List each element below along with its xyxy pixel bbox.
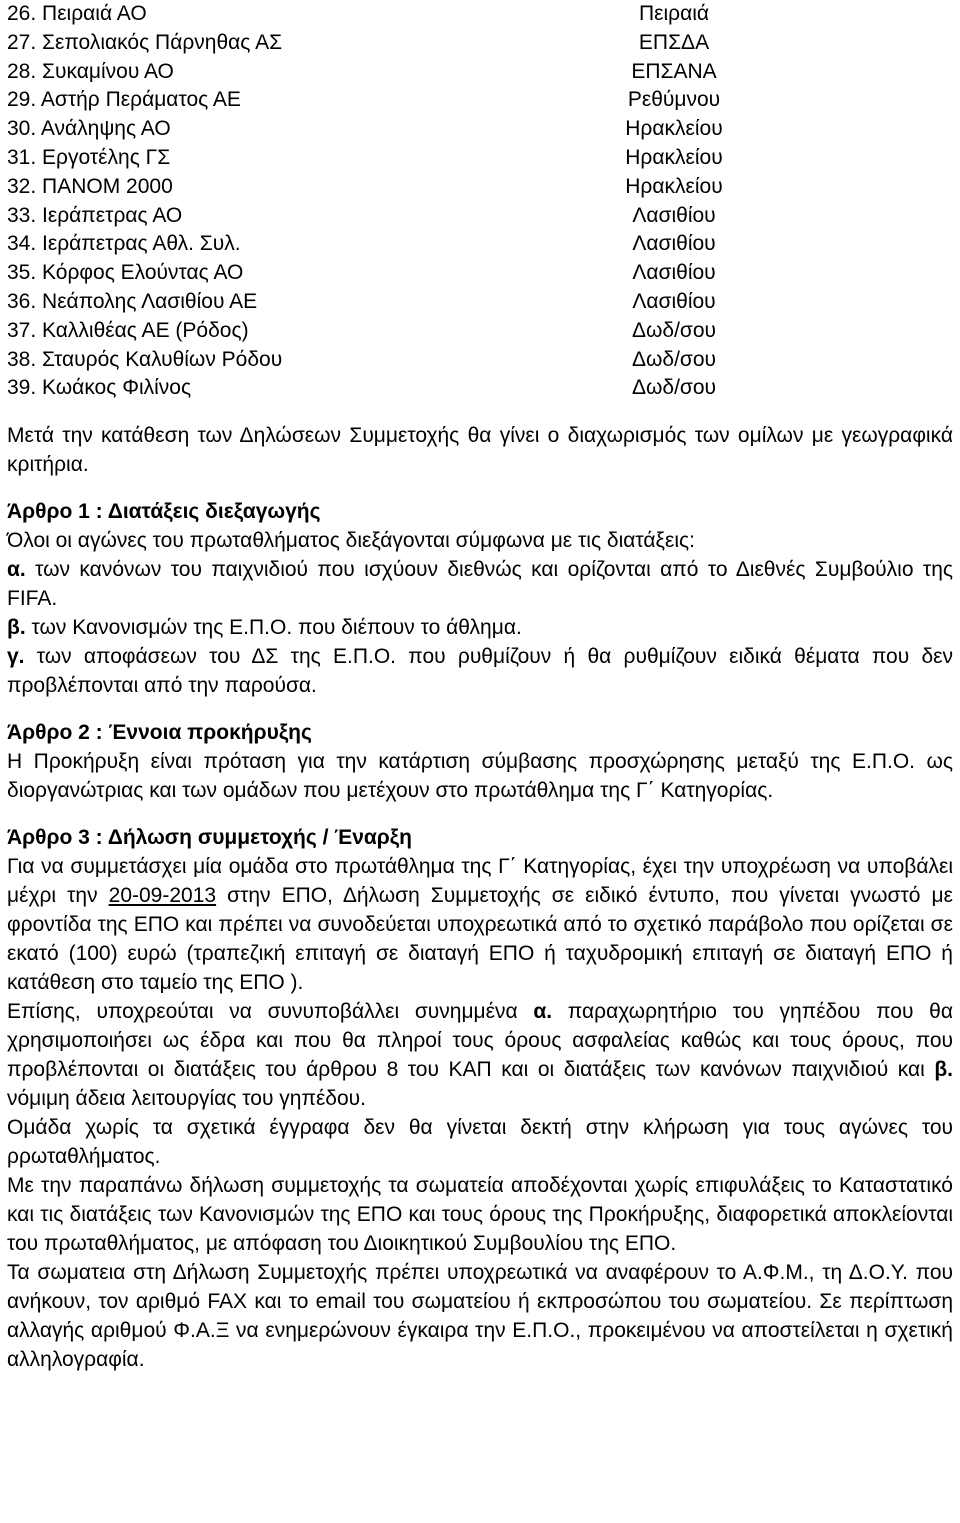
team-name: 30. Ανάληψης ΑΟ bbox=[7, 117, 171, 141]
team-region: Λασιθίου bbox=[632, 232, 716, 256]
article2-text: Η Προκήρυξη είναι πρόταση για την κατάρτιση σύμβασης προσχώρησης μεταξύ της Ε.Π.Ο. ως διοργανώτριας και των ομάδων που μετέχουν στο πρωτάθλημα της Γ΄ Κατηγορίας. bbox=[7, 750, 953, 803]
item-text: των Κανονισμών της Ε.Π.Ο. που διέπουν το άθλημα. bbox=[25, 616, 522, 640]
team-row bbox=[7, 173, 953, 202]
item-text: των αποφάσεων του ΔΣ της Ε.Π.Ο. που ρυθμίζουν ή θα ρυθμίζουν ειδικά θέματα που δεν προβλέπονται από την παρούσα. bbox=[7, 645, 953, 698]
team-row bbox=[7, 202, 953, 231]
team-name: 39. Κωάκος Φιλίνος bbox=[7, 376, 192, 400]
team-region: Δωδ/σου bbox=[631, 347, 717, 371]
team-name: 31. Εργοτέλης ΓΣ bbox=[7, 145, 171, 169]
team-name: 33. Ιεράπετρας ΑΟ bbox=[7, 203, 183, 227]
team-region: ΕΠΣΔΑ bbox=[638, 30, 710, 54]
team-name: 26. Πειραιά ΑΟ bbox=[7, 2, 147, 25]
document-page bbox=[7, 0, 953, 1374]
team-row bbox=[7, 259, 953, 288]
team-region: Ηρακλείου bbox=[625, 145, 723, 169]
text-run: Για να συμμετάσχει μία ομάδα στο πρωτάθλημα της Γ΄ Κατηγορίας, έχει την υποχρέωση να υποβάλει μέχρι την bbox=[7, 855, 953, 908]
team-list bbox=[7, 0, 953, 403]
team-row bbox=[7, 288, 953, 317]
team-row bbox=[7, 317, 953, 346]
deadline-date: 20-09-2013 bbox=[108, 884, 217, 908]
item-marker: β. bbox=[934, 1058, 953, 1082]
team-row bbox=[7, 374, 953, 403]
team-name: 38. Σταυρός Καλυθίων Ρόδου bbox=[7, 347, 283, 371]
team-region: Λασιθίου bbox=[632, 261, 716, 285]
text-run: παραχωρητήριο του γηπέδου που θα χρησιμοποιήσει ως έδρα και που θα πληροί τους όρους ασφαλείας καθώς και τους όρους, που προβλέπονται οι διατάξεις του άρθρου 8 του ΚΑΠ και οι διατάξεις των κανόνων παιχνιδιού και bbox=[7, 1000, 953, 1082]
item-marker: γ. bbox=[7, 645, 25, 669]
article1-lead: Όλοι οι αγώνες του πρωταθλήματος διεξάγονται σύμφωνα με τις διατάξεις: bbox=[7, 529, 695, 553]
team-region: Ρεθύμνου bbox=[627, 88, 721, 112]
team-name: 36. Νεάπολης Λασιθίου ΑΕ bbox=[7, 289, 258, 313]
article3-paragraph-4: Με την παραπάνω δήλωση συμμετοχής τα σωματεία αποδέχονται χωρίς επιφυλάξεις το Καταστατικό και τις διατάξεις των Κανονισμών της ΕΠΟ και τους όρους της Προκήρυξης, διαφορετικά αποκλείονται του πρωταθλήματος, με απόφαση του Διοικητικού Συμβουλίου της ΕΠΟ. bbox=[7, 1174, 953, 1256]
item-marker: α. bbox=[533, 1000, 553, 1024]
team-row bbox=[7, 144, 953, 173]
team-region: Ηρακλείου bbox=[625, 174, 723, 198]
article3-paragraph-3: Ομάδα χωρίς τα σχετικά έγγραφα δεν θα γίνεται δεκτή στην κλήρωση για τους αγώνες του ρρωταθλήματος. bbox=[7, 1116, 953, 1169]
item-marker: β. bbox=[7, 616, 26, 640]
text-run: νόμιμη άδεια λειτουργίας του γηπέδου. bbox=[7, 1087, 366, 1111]
team-row bbox=[7, 230, 953, 259]
article1-heading: Άρθρο 1 : Διατάξεις διεξαγωγής bbox=[7, 500, 321, 524]
team-row bbox=[7, 29, 953, 58]
text-run: στην ΕΠΟ, Δήλωση Συμμετοχής σε ειδικό έντυπο, που γίνεται γνωστό με φροντίδα της ΕΠΟ και πρέπει να συνοδεύεται υποχρεωτικά από το σχετικό παράβολο που ορίζεται σε εκατό (100) ευρώ (τραπεζική επιταγή σε διαταγή ΕΠΟ ή ταχυδρομική επιταγή σε διαταγή ΕΠΟ ή κατάθεση στο ταμείο της ΕΠΟ ). bbox=[7, 884, 953, 995]
text-run: Επίσης, υποχρεούται να συνυποβάλλει συνημμένα bbox=[7, 1000, 534, 1024]
team-name: 27. Σεπολιακός Πάρνηθας ΑΣ bbox=[7, 30, 283, 54]
item-marker: α. bbox=[7, 558, 26, 582]
team-region: Πειραιά bbox=[638, 2, 710, 25]
team-region: Δωδ/σου bbox=[631, 318, 717, 342]
team-region: Δωδ/σου bbox=[631, 376, 717, 400]
article2-heading: Άρθρο 2 : Έννοια προκήρυξης bbox=[7, 721, 312, 745]
team-region: Λασιθίου bbox=[632, 203, 716, 227]
article3-heading: Άρθρο 3 : Δήλωση συμμετοχής / Έναρξη bbox=[7, 826, 412, 850]
team-region: ΕΠΣΑΝΑ bbox=[631, 59, 717, 83]
team-row bbox=[7, 0, 953, 29]
team-name: 37. Καλλιθέας ΑΕ (Ρόδος) bbox=[7, 318, 249, 342]
team-name: 29. Αστήρ Περάματος ΑΕ bbox=[7, 88, 241, 112]
article1-item-c bbox=[7, 642, 953, 700]
article1-item-a bbox=[7, 555, 953, 613]
team-name: 34. Ιεράπετρας Αθλ. Συλ. bbox=[7, 232, 241, 256]
team-region: Ηρακλείου bbox=[625, 117, 723, 141]
article3-paragraph-2 bbox=[7, 997, 953, 1113]
item-text: των κανόνων του παιχνιδιού που ισχύουν διεθνώς και ορίζονται από το Διεθνές Συμβούλιο της FIFA. bbox=[7, 558, 953, 611]
team-name: 28. Συκαμίνου ΑΟ bbox=[7, 59, 174, 83]
team-name: 35. Κόρφος Ελούντας ΑΟ bbox=[7, 261, 244, 285]
article1-item-b bbox=[7, 613, 953, 642]
team-row bbox=[7, 115, 953, 144]
team-region: Λασιθίου bbox=[632, 289, 716, 313]
article3-paragraph-1 bbox=[7, 852, 953, 997]
team-row bbox=[7, 346, 953, 375]
team-name: 32. ΠΑΝΟΜ 2000 bbox=[7, 174, 173, 198]
team-row bbox=[7, 58, 953, 87]
article3-paragraph-5: Τα σωματεια στη Δήλωση Συμμετοχής πρέπει υποχρεωτικά να αναφέρουν το Α.Φ.Μ., τη Δ.Ο.Υ. που ανήκουν, τον αριθμό FAX και το email του σωματείου ή εκπροσώπου του σωματείου. Σε περίπτωση αλλαγής αριθμού Φ.Α.Ξ να ενημερώνουν έγκαιρα την Ε.Π.Ο., προκειμένου να αποστείλεται η σχετική αλληλογραφία. bbox=[7, 1261, 953, 1372]
intro-paragraph: Μετά την κατάθεση των Δηλώσεων Συμμετοχής θα γίνει ο διαχωρισμός των ομίλων με γεωγραφικά κριτήρια. bbox=[7, 424, 953, 477]
team-row bbox=[7, 86, 953, 115]
